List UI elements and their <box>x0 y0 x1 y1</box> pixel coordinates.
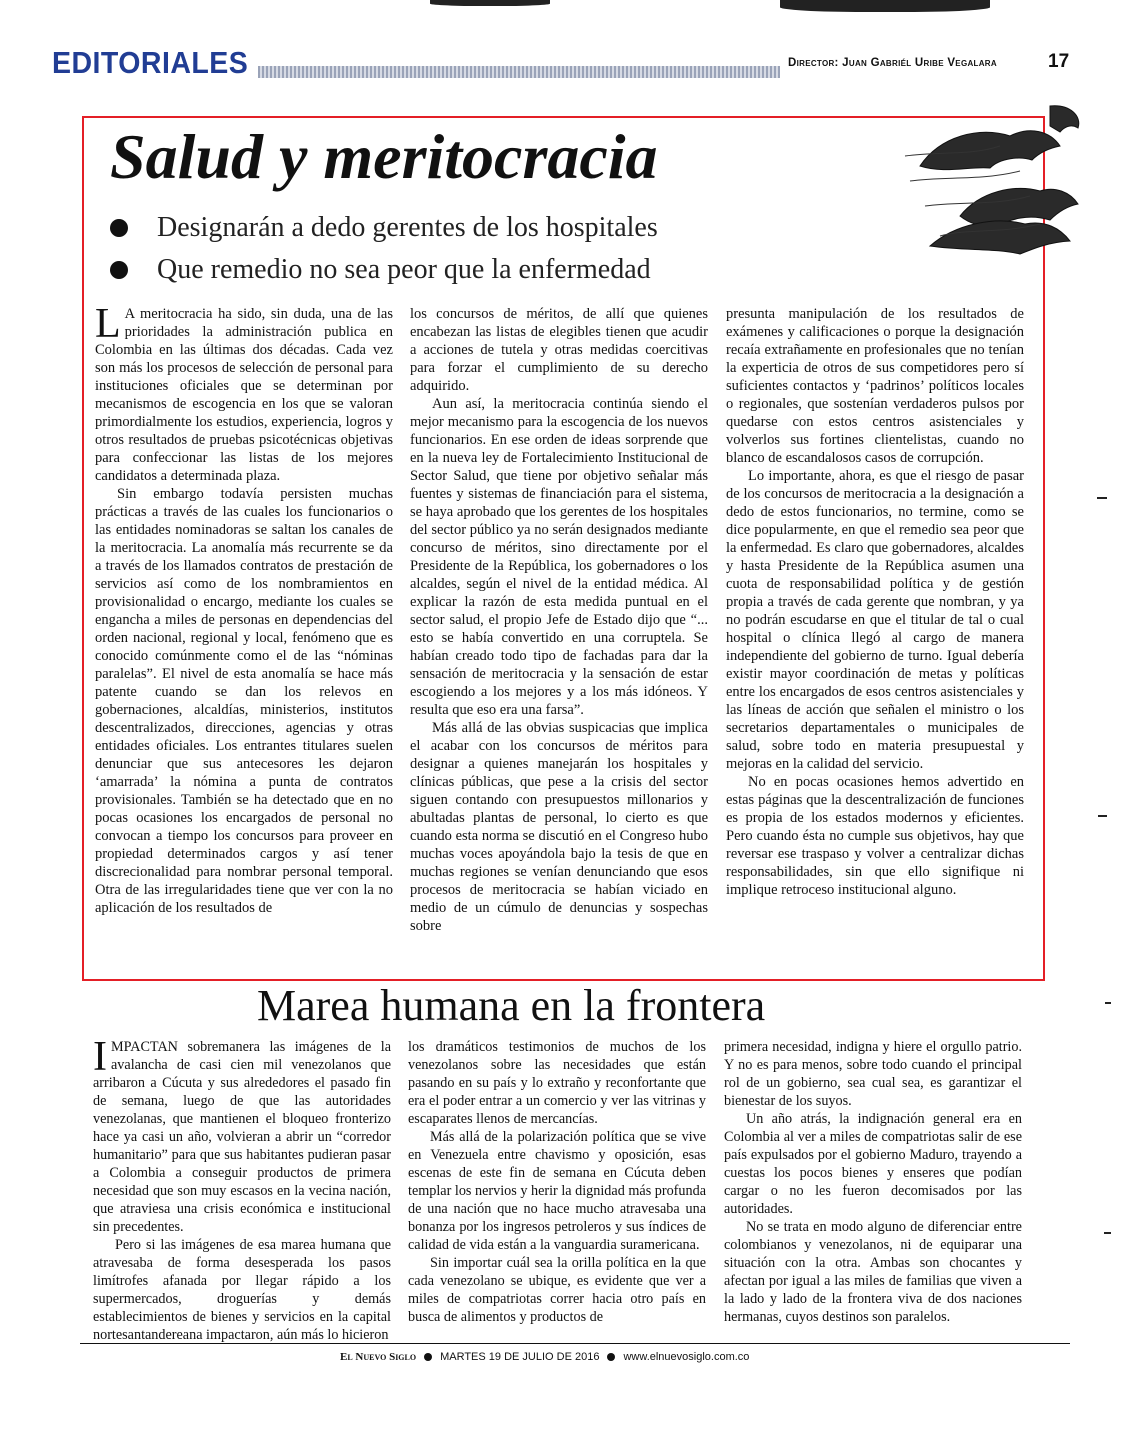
subheading-bullet <box>110 253 651 287</box>
article-column <box>410 305 708 935</box>
newspaper-name: El Nuevo Siglo <box>340 1351 417 1363</box>
paragraph: presunta manipulación de los resultados de exámenes y calificaciones o porque la designación recaía extrañamente en profesionales que no tenían la experticia de otros de sus competidores pero sí suficientes contactos y ‘padrinos’ políticos locales o regionales, que sostenían verdaderos pulsos por quedarse con estos centros asistenciales y volverlos sus fortines clientelistas, cuando no blanco de escandalosos casos de corrupción. <box>726 306 1024 466</box>
paragraph: No se trata en modo alguno de diferenciar entre colombianos y venezolanos, ni de equiparar una situación con la otra. Ambas son chocantes y afectan por igual a las miles de familias que viven a la lado y lado de la frontera viva de dos naciones hermanas, cuyos destinos son paralelos. <box>724 1219 1022 1325</box>
scan-artifact <box>0 0 1146 20</box>
subheading-text: Designarán a dedo gerentes de los hospitales <box>157 212 658 243</box>
scan-speck <box>1104 1232 1111 1234</box>
scan-speck <box>1098 815 1107 817</box>
paragraph: Sin embargo todavía persisten muchas prácticas a través de las cuales los funcionarios o las entidades nominadoras se saltan los canales de la meritocracia. La anomalía más recurrente se da a través de los llamados contratos de prestación de servicios así como de los nombramientos en provisionalidad o encargo, mediante los cuales se engancha a miles de personas en dependencias del orden nacional, regional y local, fenómeno que es conocido comúnmente como el de las “nóminas paralelas”. El nivel de esta anomalía se hace más patente cuando se dan los relevos en gobernaciones, alcaldías, ministerios, institutos descentralizados, direcciones, agencias y otras entidades oficiales. Los entrantes titulares suelen denunciar que sus antecesores les dejaron ‘amarrada’ la nómina a punta de contratos provisionales. También se ha detectado que en no pocas ocasiones los encargados de personal no convocan a tiempo los concursos para proveer en propiedad determinados cargos y así tener discrecionalidad para nombrar personal temporal. Otra de las irregularidades tiene que ver con la no aplicación de los resultados de <box>95 486 393 916</box>
page-number: 17 <box>1048 51 1070 72</box>
paragraph: Pero si las imágenes de esa marea humana que atravesaba de forma desesperada los pasos limítrofes afanada por llegar rápido a los supermercados, droguerías y demás establecimientos de bienes y servicios en la capital nortesantandereana impactaron, aún más lo hicieron <box>93 1237 391 1343</box>
scan-speck <box>1105 1002 1111 1004</box>
paragraph: Sin importar cuál sea la orilla política en la que cada venezolano se ubique, es evidente que ver a miles de compatriotas correr hacia otro país en busca de alimentos y productos de <box>408 1255 706 1325</box>
drop-cap: I <box>93 1034 107 1080</box>
scan-speck <box>1097 497 1107 499</box>
horses-illustration-icon <box>900 96 1085 256</box>
editorial-title: Salud y meritocracia <box>110 121 658 192</box>
header-rule <box>258 66 780 78</box>
paragraph: los dramáticos testimonios de muchos de los venezolanos sobre las necesidades que están pasando en su país y lo extraño y reconfortante que era el poder entrar a un comercio y ver las vitrinas y escaparates llenos de mercancías. <box>408 1039 706 1127</box>
footer <box>340 1351 749 1363</box>
subheading-bullet <box>110 211 658 245</box>
paragraph: A meritocracia ha sido, sin duda, una de las prioridades la administración publica en Colombia en las últimas dos décadas. Cada vez son más los procesos de selección de personal para instituciones oficiales que se determinan por mecanismos de escogencia en los que se valoran primordialmente los estudios, experiencia, logros y otros resultados de pruebas psicotécnicas objetivas para confeccionar las listas de los mejores candidatos a determinada plaza. <box>95 306 393 484</box>
article-column <box>408 1038 706 1326</box>
paragraph: MPACTAN sobremanera las imágenes de la avalancha de casi cien mil venezolanos que arribaron a Cúcuta y sus alrededores el pasado fin de semana, luego de que las autoridades venezolanas, que mantienen el bloqueo fronterizo hace ya casi un año, volvieran a abrir un “corredor humanitario” para que sus habitantes pudieran pasar a Colombia a conseguir productos de primera necesidad que son muy escasos en la vecina nación, que atraviesa una crisis económica e institucional sin precedentes. <box>93 1039 391 1235</box>
separator-dot-icon <box>607 1353 615 1361</box>
article-column <box>93 1034 391 1344</box>
paragraph: Aun así, la meritocracia continúa siendo el mejor mecanismo para la escogencia de los nuevos funcionarios. En ese orden de ideas sorprende que en la nueva ley de Fortalecimiento Institucional de Sector Salud, que tiene por objetivo señalar más fuentes y sistemas de financiación para el sistema, se haya aprobado que los gerentes de los hospitales del sector público ya no serán designados mediante concurso de méritos, sino directamente por el Presidente de la República, los gobernadores o los alcaldes, según el nivel de la entidad médica. Al explicar la razón de esta medida puntual en el sector salud, el propio Jefe de Estado dijo que “... esto se había convertido en una corruptela. Se habían creado todo tipo de fachadas para dar la sensación de meritocracia y la sensación de estar escogiendo a los mejores y a los más idóneos. Y resulta que eso era una farsa”. <box>410 396 708 718</box>
paragraph: Más allá de las obvias suspicacias que implica el acabar con los concursos de méritos para designar a quienes manejarán los hospitales y clínicas públicas, que pese a la crisis del sector siguen contando con presupuestos millonarios y abultadas plantas de personal, lo cierto es que cuando esta norma se discutió en el Congreso hubo muchas voces apoyándola bajo la tesis de que en muchas regiones se venían denunciando que esos procesos de meritocracia se habían viciado en medio de un cúmulo de denuncias y sospechas sobre <box>410 720 708 934</box>
paragraph: Más allá de la polarización política que se vive en Venezuela entre chavismo y oposición, esas escenas de este fin de semana en Cúcuta deben templar los nervios y herir la dignidad más profunda de una nación que no hace mucho atravesaba una bonanza por los ingresos petroleros y sus índices de calidad de vida están a la vanguardia suramericana. <box>408 1129 706 1253</box>
editorial-title: Marea humana en la frontera <box>257 981 766 1030</box>
paragraph: No en pocas ocasiones hemos advertido en estas páginas que la descentralización de funciones es propia de los estados modernos y eficientes. Pero cuando ésta no cumple sus objetivos, hay que reversar ese traspaso y volver a centralizar dichas responsabilidades, sin que ello signifique ni implique retroceso institucional alguno. <box>726 774 1024 898</box>
subheading-text: Que remedio no sea peor que la enfermedad <box>157 254 651 285</box>
footer-rule <box>80 1343 1070 1344</box>
article-column <box>95 301 393 917</box>
bullet-icon <box>110 261 128 279</box>
website-link[interactable]: www.elnuevosiglo.com.co <box>623 1351 750 1363</box>
paragraph: primera necesidad, indigna y hiere el orgullo patrio. Y no es para menos, sobre todo cuando el principal rol de un gobierno, sea cual sea, es garantizar el bienestar de los suyos. <box>724 1039 1022 1109</box>
article-column <box>724 1038 1022 1326</box>
section-title: EDITORIALES <box>52 45 249 80</box>
paragraph: Un año atrás, la indignación general era en Colombia al ver a miles de compatriotas salir de ese país expulsados por el gobierno Maduro, trayendo a cuestas los pocos bienes y enseres que podían cargar o no les fueron decomisados por las autoridades. <box>724 1111 1022 1217</box>
drop-cap: L <box>95 301 121 347</box>
director-credit: Director: Juan Gabriél Uribe Vegalara <box>788 57 997 69</box>
paragraph: los concursos de méritos, de allí que quienes encabezan las listas de elegibles tienen que acudir a acciones de tutela y otras medidas coercitivas para forzar el cumplimiento de su derecho adquirido. <box>410 306 708 394</box>
separator-dot-icon <box>424 1353 432 1361</box>
issue-date: MARTES 19 DE JULIO DE 2016 <box>440 1351 600 1363</box>
article-column <box>726 305 1024 899</box>
bullet-icon <box>110 219 128 237</box>
paragraph: Lo importante, ahora, es que el riesgo de pasar de los concursos de meritocracia a la designación a dedo de estos funcionarios, no termine, como se dice popularmente, en que el remedio sea peor que la enfermedad. Es claro que gobernadores, alcaldes y hasta Presidente de la República asumen una cuota de responsabilidad política y de gestión propia a través de cada gerente que nombran, y ya no podrán escudarse en que el titular de tal o cual hospital o clínica llegó al cargo de manera independiente del gobierno de turno. Igual debería existir mayor coordinación de metas y políticas entre los encargados de esos centros asistenciales y las líneas de acción que señalen el ministro o los secretarios departamentales o municipales de salud, sobre todo en materia presupuestal y mejoras en la calidad del servicio. <box>726 468 1024 772</box>
